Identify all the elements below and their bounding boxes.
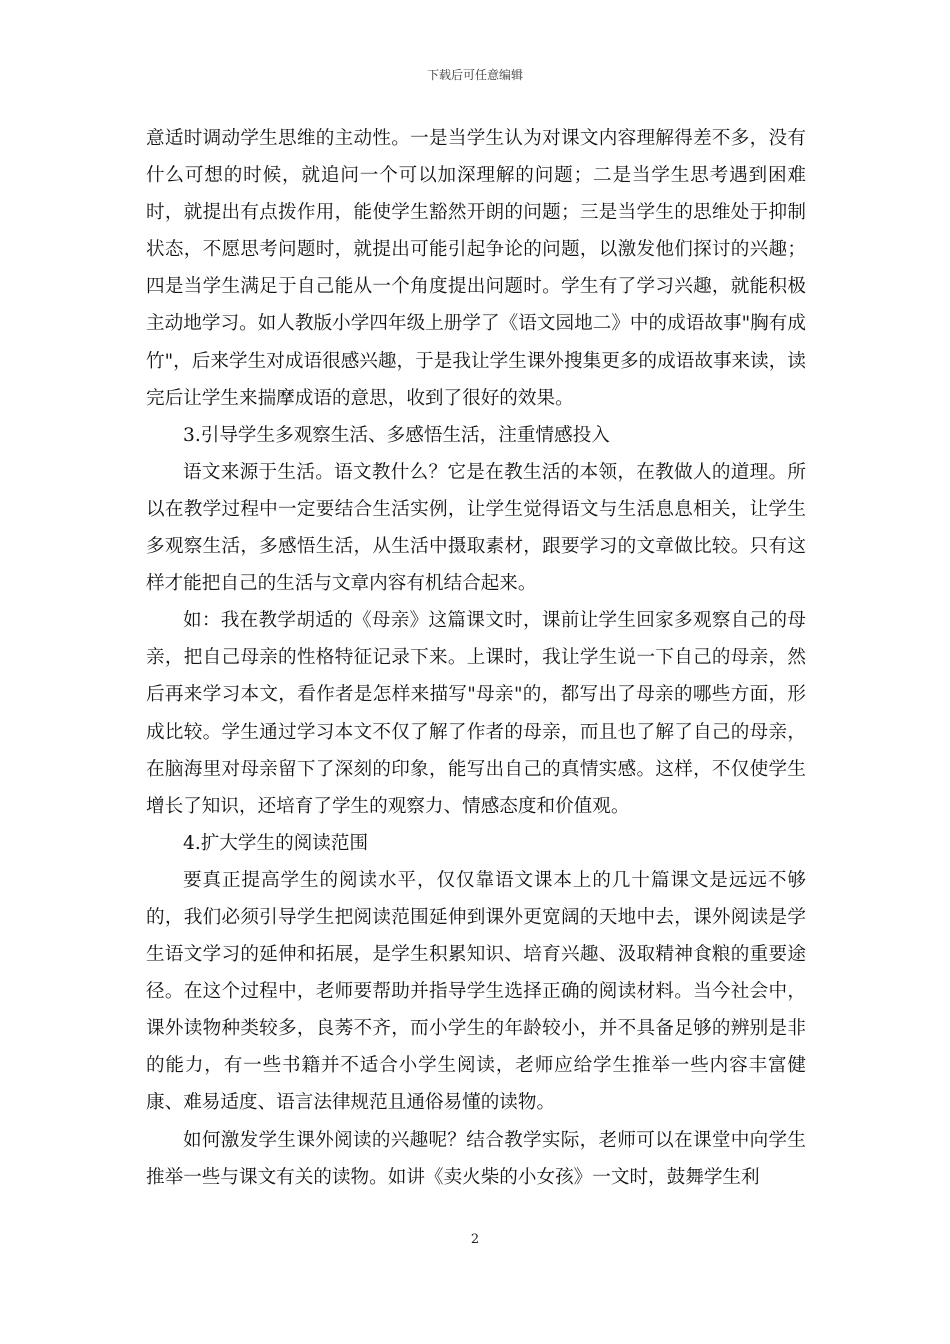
paragraph-reading-interest: 如何激发学生课外阅读的兴趣呢？结合教学实际，老师可以在课堂中向学生推举一些与课文有关的读物。如讲《卖火柴的小女孩》一文时，鼓舞学生利: [146, 1129, 806, 1188]
paragraph-life-source: 语文来源于生活。语文教什么？它是在教生活的本领，在教做人的道理。所以在教学过程中一定要结合生活实例，让学生觉得语文与生活息息相关，让学生多观察生活，多感悟生活，从生活中摄取素材，跟要学习的文章做比较。只有这样才能把自己的生活与文章内容有机结合起来。: [146, 461, 806, 595]
section-heading-3: 3.引导学生多观察生活、多感悟生活，注重情感投入: [183, 424, 610, 446]
paragraph-questioning: 意适时调动学生思维的主动性。一是当学生认为对课文内容理解得差不多，没有什么可想的时候，就追问一个可以加深理解的问题；二是当学生思考遇到困难时，就提出有点拨作用，能使学生豁然开朗的问题；三是当学生的思维处于抑制状态，不愿思考问题时，就提出可能引起争论的问题，以激发他们探讨的兴趣；四是当学生满足于自己能从一个角度提出问题时。学生有了学习兴趣，就能积极主动地学习。如人教版小学四年级上册学了《语文园地二》中的成语故事"胸有成竹"，后来学生对成语很感兴趣，于是我让学生课外搜集更多的成语故事来读，读完后让学生来揣摩成语的意思，收到了很好的效果。: [146, 128, 806, 409]
section-heading-4: 4.扩大学生的阅读范围: [183, 832, 369, 854]
page-header: 下载后可任意编辑: [426, 68, 523, 82]
body-text: [146, 120, 806, 1196]
paragraph-reading-scope: 要真正提高学生的阅读水平，仅仅靠语文课本上的几十篇课文是远远不够的，我们必须引导学生把阅读范围延伸到课外更宽阔的天地中去，课外阅读是学生语文学习的延伸和拓展，是学生积累知识、培育兴趣、汲取精神食粮的重要途径。在这个过程中，老师要帮助并指导学生选择正确的阅读材料。当今社会中，课外读物种类较多，良莠不齐，而小学生的年龄较小，并不具备足够的辨别是非的能力，有一些书籍并不适合小学生阅读，老师应给学生推举一些内容丰富健康、难易适度、语言法律规范且通俗易懂的读物。: [146, 869, 806, 1114]
paragraph-mother-example: 如：我在教学胡适的《母亲》这篇课文时，课前让学生回家多观察自己的母亲，把自己母亲的性格特征记录下来。上课时，我让学生说一下自己的母亲，然后再来学习本文，看作者是怎样来描写"母亲"的，都写出了母亲的哪些方面，形成比较。学生通过学习本文不仅了解了作者的母亲，而且也了解了自己的母亲，在脑海里对母亲留下了深刻的印象，能写出自己的真情实感。这样，不仅使学生增长了知识，还培育了学生的观察力、情感态度和价值观。: [146, 610, 806, 817]
page-number: 2: [470, 1232, 480, 1247]
